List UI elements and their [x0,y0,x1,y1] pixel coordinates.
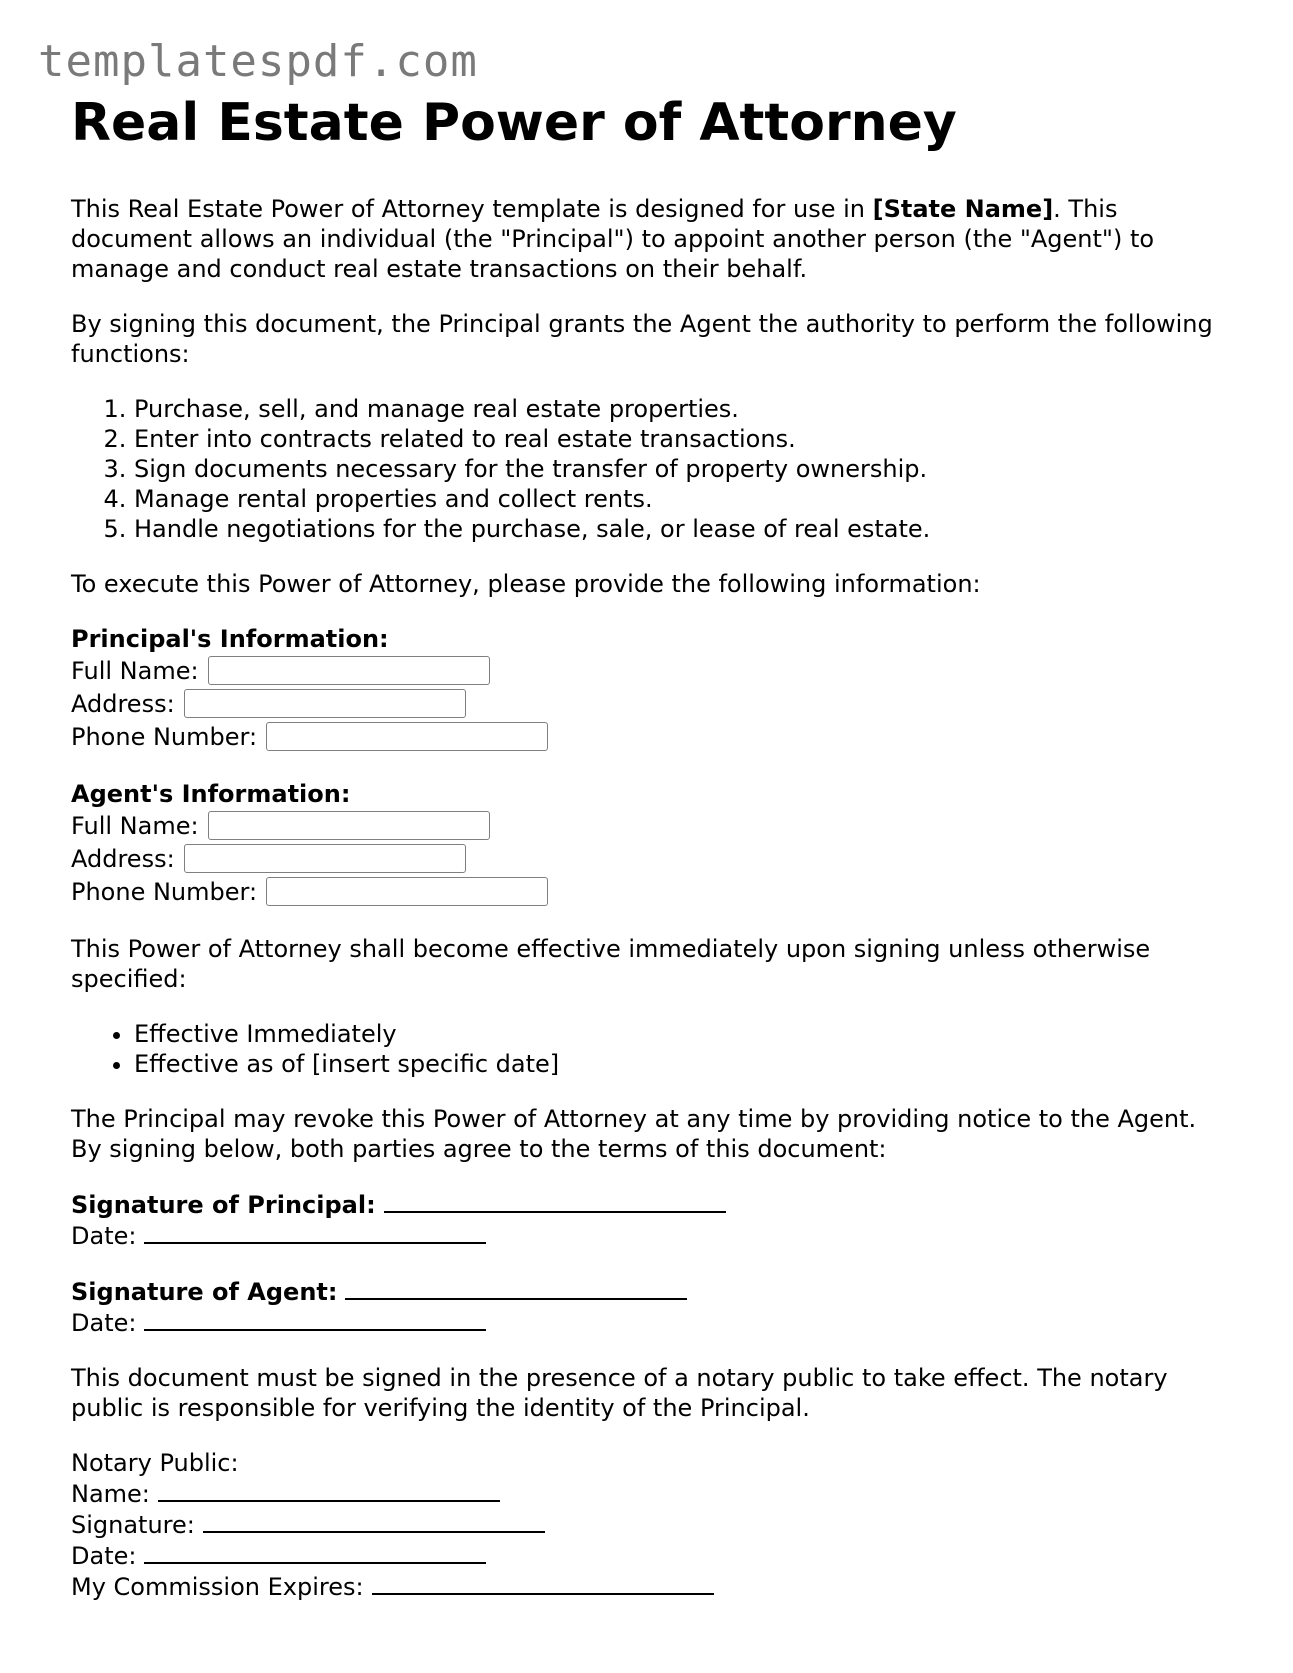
principal-date-blank[interactable] [144,1220,486,1244]
notary-commission-label: My Commission Expires: [71,1573,364,1601]
agent-full-name-label: Full Name: [71,811,199,840]
function-item: 1. Purchase, sell, and manage real estate properties. [134,394,1221,424]
principal-date-label: Date: [71,1222,137,1250]
agent-date-label: Date: [71,1309,137,1337]
document-title: Real Estate Power of Attorney [71,93,957,153]
notary-signature-label: Signature: [71,1511,195,1539]
principal-full-name-row [71,654,1221,687]
effective-option: • Effective as of [insert specific date] [134,1049,1221,1079]
principal-phone-input[interactable] [266,722,548,751]
principal-signature-blank[interactable] [384,1189,726,1213]
principal-date-line [71,1220,1221,1251]
agent-signature-blank[interactable] [345,1276,687,1300]
agent-signature-label: Signature of Agent: [71,1278,338,1306]
notary-paragraph: This document must be signed in the presence of a notary public to take effect. The notary public is responsible for verifying the identity of the Principal. [71,1364,1168,1422]
agent-information-heading: Agent's Information: [71,780,351,808]
authority-intro: By signing this document, the Principal grants the Agent the authority to perform the following functions: [71,310,1213,368]
principal-phone-label: Phone Number: [71,722,258,751]
agent-address-label: Address: [71,844,175,873]
agent-information-section [71,779,1221,908]
agent-full-name-row [71,809,1221,842]
notary-commission-blank[interactable] [372,1571,714,1595]
notary-signature-line [71,1509,1221,1540]
function-item: 4. Manage rental properties and collect rents. [134,484,1221,514]
function-item: 2. Enter into contracts related to real estate transactions. [134,424,1221,454]
agent-signature-block [71,1276,1221,1338]
notary-signature-blank[interactable] [203,1509,545,1533]
effective-intro: This Power of Attorney shall become effective immediately upon signing unless otherwise specified: [71,935,1151,993]
agent-full-name-input[interactable] [208,811,490,840]
principal-information-heading: Principal's Information: [71,625,389,653]
notary-date-label: Date: [71,1542,137,1570]
principal-address-input[interactable] [184,689,466,718]
revoke-paragraph: The Principal may revoke this Power of Attorney at any time by providing notice to the Agent. By signing below, both parties agree to the terms of this document: [71,1105,1197,1163]
functions-list [71,394,1221,544]
notary-commission-line [71,1571,1221,1602]
document-page [71,92,1221,1602]
intro-paragraph [71,194,1221,284]
intro-text-1: This Real Estate Power of Attorney template is designed for use in [71,195,873,223]
notary-name-line [71,1478,1221,1509]
agent-signature-line [71,1276,1221,1307]
principal-signature-line [71,1189,1221,1220]
watermark: templatespdf.com [38,36,478,87]
notary-name-label: Name: [71,1480,150,1508]
effective-option: • Effective Immediately [134,1019,1221,1049]
state-name-placeholder: [State Name] [872,195,1054,223]
notary-heading: Notary Public: [71,1449,239,1477]
principal-signature-label: Signature of Principal: [71,1191,376,1219]
agent-phone-input[interactable] [266,877,548,906]
principal-address-label: Address: [71,689,175,718]
agent-date-blank[interactable] [144,1307,486,1331]
principal-signature-block [71,1189,1221,1251]
execute-intro: To execute this Power of Attorney, please provide the following information: [71,570,981,598]
effective-options-list [71,1019,1221,1079]
function-item: 5. Handle negotiations for the purchase, sale, or lease of real estate. [134,514,1221,544]
agent-phone-row [71,875,1221,908]
agent-address-input[interactable] [184,844,466,873]
notary-date-blank[interactable] [144,1540,486,1564]
notary-date-line [71,1540,1221,1571]
principal-full-name-input[interactable] [208,656,490,685]
intro-text-2: . This document allows an individual (the "Principal") to appoint another person (the "Agent") to manage and conduct real estate transactions on their behalf. [71,195,1155,283]
principal-information-section [71,624,1221,753]
agent-address-row [71,842,1221,875]
agent-phone-label: Phone Number: [71,877,258,906]
agent-date-line [71,1307,1221,1338]
principal-address-row [71,687,1221,720]
function-item: 3. Sign documents necessary for the transfer of property ownership. [134,454,1221,484]
notary-name-blank[interactable] [158,1478,500,1502]
principal-phone-row [71,720,1221,753]
principal-full-name-label: Full Name: [71,656,199,685]
notary-block [71,1448,1221,1602]
